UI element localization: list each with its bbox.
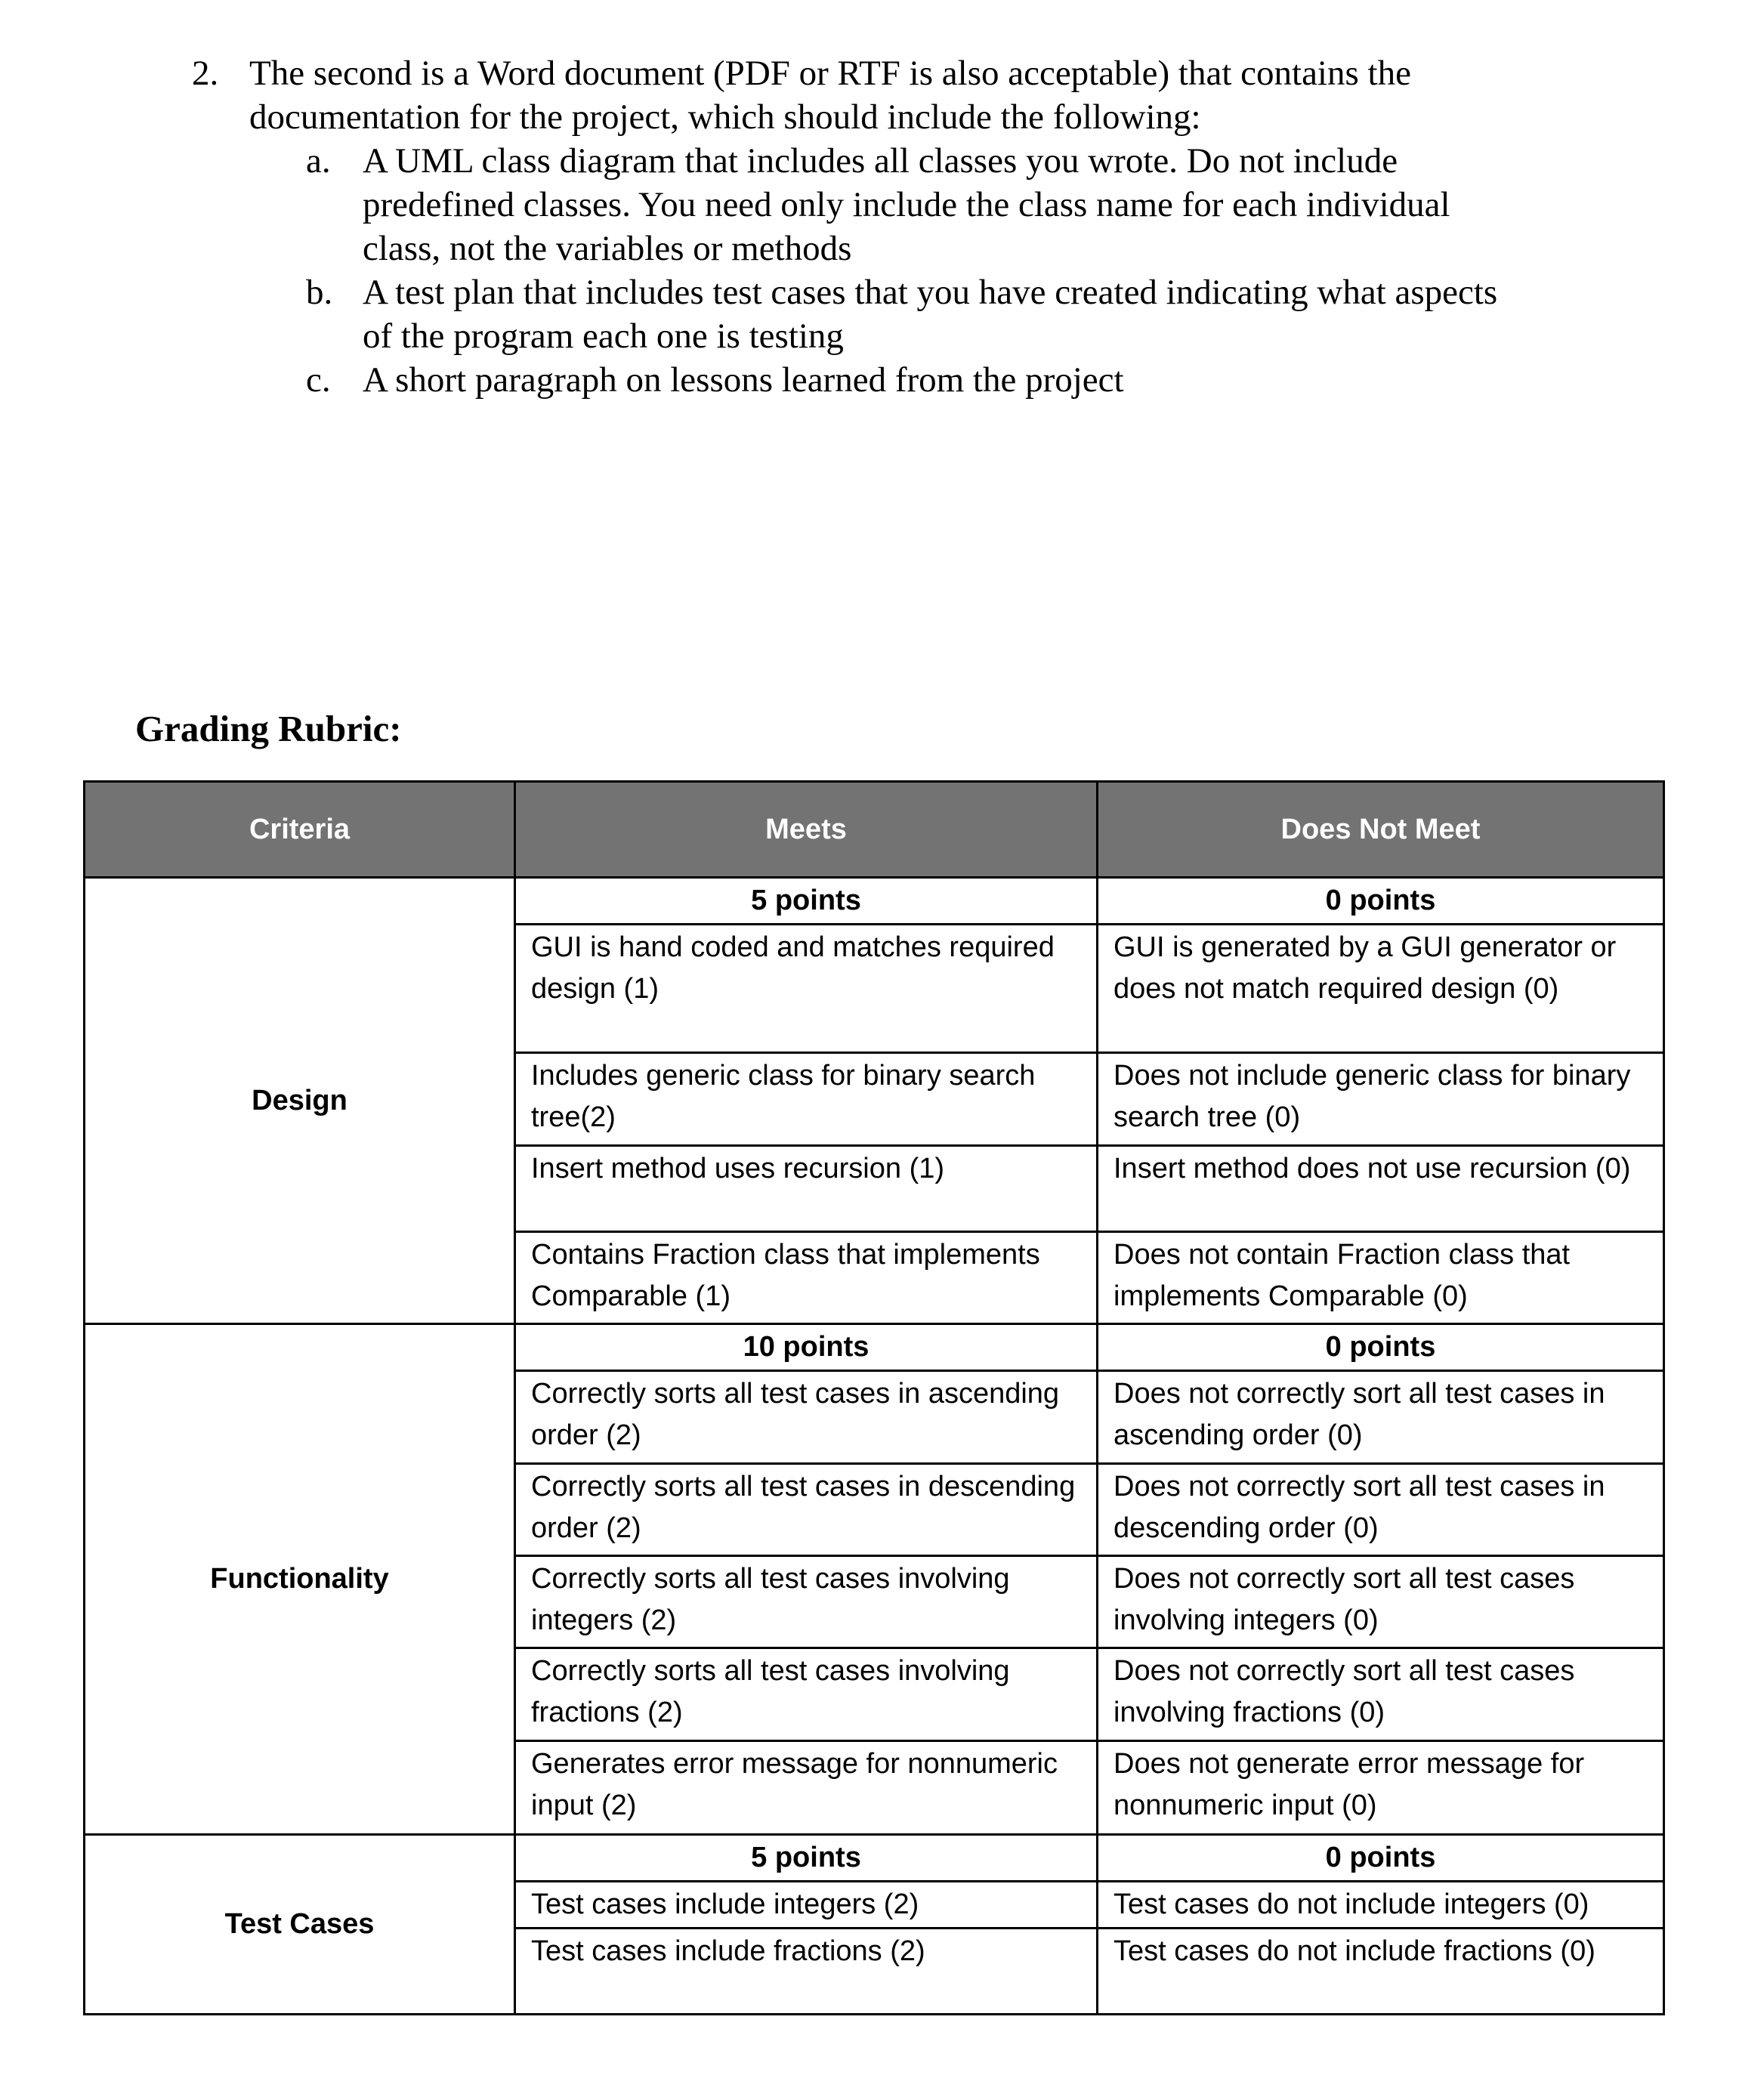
criteria-functionality: Functionality: [85, 1324, 515, 1835]
meets-cell: Includes generic class for binary search tree(2): [515, 1053, 1098, 1146]
points-row: [85, 1835, 1664, 1882]
points-row: [85, 1324, 1664, 1371]
subitem-text: of the program each one is testing: [363, 317, 844, 356]
not-meets-cell: Does not correctly sort all test cases in descending order (0): [1098, 1464, 1664, 1556]
meets-cell: Insert method uses recursion (1): [515, 1146, 1098, 1232]
subitem-marker: b.: [306, 273, 333, 312]
subitem-text: A short paragraph on lessons learned from the project: [363, 360, 1124, 400]
grading-rubric-table: [83, 780, 1665, 2015]
meets-cell: Generates error message for nonnumeric input (2): [515, 1741, 1098, 1835]
meets-points: 5 points: [515, 1835, 1098, 1882]
not-meets-cell: Does not contain Fraction class that implements Comparable (0): [1098, 1232, 1664, 1324]
points-row: [85, 878, 1664, 925]
subitem-text: class, not the variables or methods: [363, 229, 852, 268]
not-meets-cell: GUI is generated by a GUI generator or does not match required design (0): [1098, 925, 1664, 1053]
not-meets-cell: Does not include generic class for binary search tree (0): [1098, 1053, 1664, 1146]
subitem-marker: a.: [306, 141, 331, 181]
not-meets-points: 0 points: [1098, 1835, 1664, 1882]
not-meets-cell: Insert method does not use recursion (0): [1098, 1146, 1664, 1232]
not-meets-cell: Test cases do not include integers (0): [1098, 1882, 1664, 1929]
subitem-text: A UML class diagram that includes all classes you wrote. Do not include: [363, 141, 1398, 181]
not-meets-cell: Does not generate error message for nonnumeric input (0): [1098, 1741, 1664, 1835]
subitem-text: A test plan that includes test cases that you have created indicating what aspects: [363, 273, 1498, 312]
not-meets-cell: Test cases do not include fractions (0): [1098, 1929, 1664, 2015]
not-meets-cell: Does not correctly sort all test cases involving integers (0): [1098, 1556, 1664, 1648]
header-does-not-meet: Does Not Meet: [1098, 782, 1664, 878]
meets-points: 5 points: [515, 878, 1098, 925]
meets-points: 10 points: [515, 1324, 1098, 1371]
item-text: documentation for the project, which should include the following:: [249, 97, 1201, 137]
item-text: The second is a Word document (PDF or RTF is also acceptable) that contains the: [249, 54, 1411, 93]
meets-cell: Correctly sorts all test cases involving integers (2): [515, 1556, 1098, 1648]
meets-cell: Correctly sorts all test cases involving fractions (2): [515, 1648, 1098, 1741]
not-meets-cell: Does not correctly sort all test cases involving fractions (0): [1098, 1648, 1664, 1741]
meets-cell: Correctly sorts all test cases in descending order (2): [515, 1464, 1098, 1556]
meets-cell: Test cases include fractions (2): [515, 1929, 1098, 2015]
subitem-marker: c.: [306, 360, 331, 400]
header-criteria: Criteria: [85, 782, 515, 878]
not-meets-points: 0 points: [1098, 878, 1664, 925]
meets-cell: Contains Fraction class that implements Comparable (1): [515, 1232, 1098, 1324]
header-meets: Meets: [515, 782, 1098, 878]
meets-cell: Correctly sorts all test cases in ascending order (2): [515, 1371, 1098, 1464]
meets-cell: GUI is hand coded and matches required design (1): [515, 925, 1098, 1053]
rubric-heading: Grading Rubric:: [135, 708, 402, 749]
not-meets-points: 0 points: [1098, 1324, 1664, 1371]
not-meets-cell: Does not correctly sort all test cases in ascending order (0): [1098, 1371, 1664, 1464]
table-header-row: [85, 782, 1664, 878]
criteria-test-cases: Test Cases: [85, 1835, 515, 2015]
item-number: 2.: [192, 54, 219, 93]
subitem-text: predefined classes. You need only include the class name for each individual: [363, 185, 1450, 224]
meets-cell: Test cases include integers (2): [515, 1882, 1098, 1929]
criteria-design: Design: [85, 878, 515, 1324]
